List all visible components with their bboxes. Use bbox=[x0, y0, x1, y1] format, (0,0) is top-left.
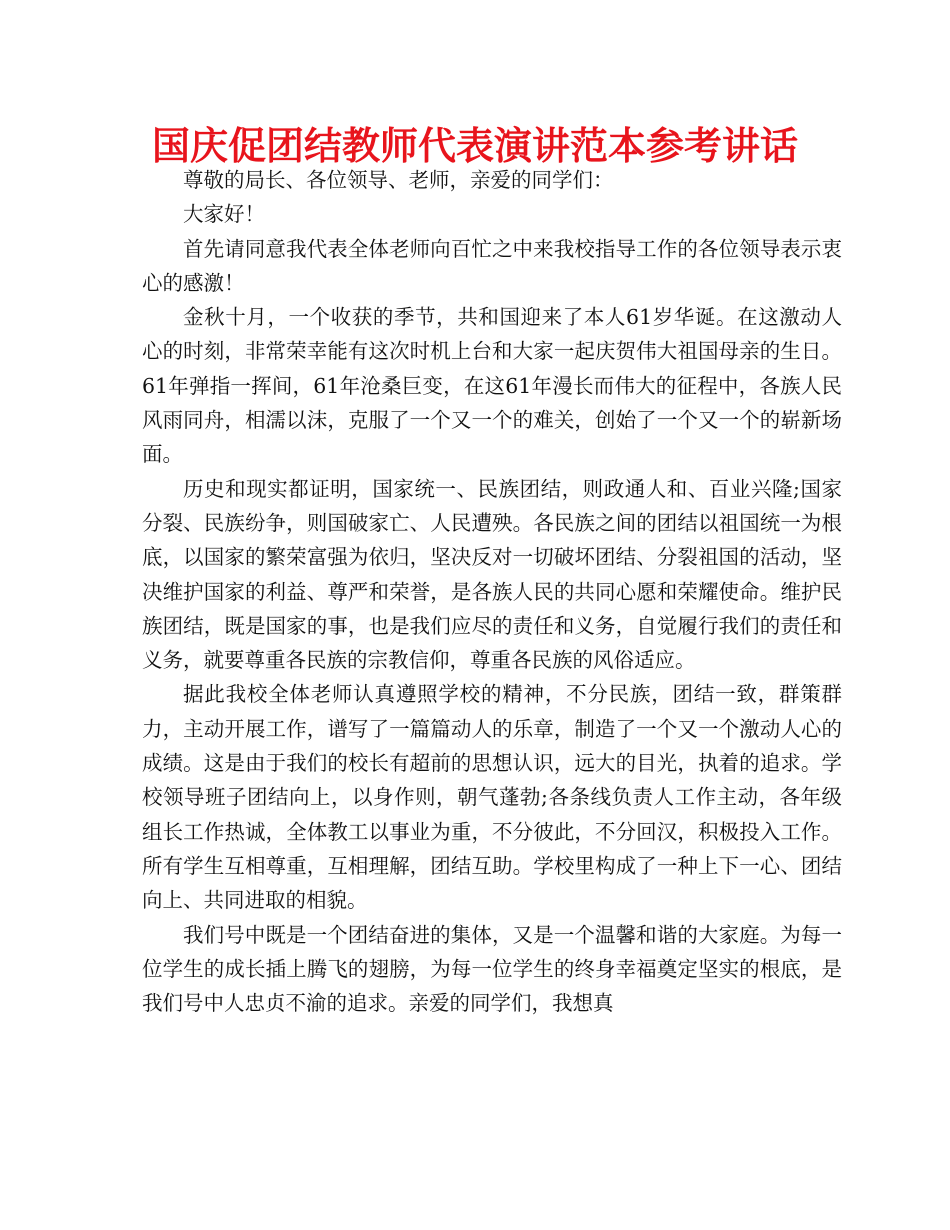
paragraph-school-family: 我们号中既是一个团结奋进的集体，又是一个温馨和谐的大家庭。为每一位学生的成长插上腾飞的翅膀，为每一位学生的终身幸福奠定坚实的根底，是我们号中人忠贞不渝的追求。亲爱的同学们，我想真 bbox=[142, 922, 842, 1016]
paragraph-salutation: 尊敬的局长、各位领导、老师，亲爱的同学们： bbox=[183, 168, 614, 192]
paragraph-history-unity: 历史和现实都证明，国家统一、民族团结，则政通人和、百业兴隆;国家分裂、民族纷争，则国破家亡、人民遭殃。各民族之间的团结以祖国统一为根底，以国家的繁荣富强为依归，坚决反对一切破坏团结、分裂祖国的活动，坚决维护国家的利益、尊严和荣誉，是各族人民的共同心愿和荣耀使命。维护民族团结，既是国家的事，也是我们应尽的责任和义务，自觉履行我们的责任和义务，就要尊重各民族的宗教信仰，尊重各民族的风俗适应。 bbox=[142, 476, 842, 673]
document-body bbox=[142, 163, 842, 1020]
document-title: 国庆促团结教师代表演讲范本参考讲话 bbox=[151, 124, 798, 168]
paragraph-thanks: 首先请同意我代表全体老师向百忙之中来我校指导工作的各位领导表示衷心的感激！ bbox=[142, 236, 842, 295]
paragraph-school-teachers: 据此我校全体老师认真遵照学校的精神，不分民族，团结一致，群策群力，主动开展工作，谱写了一篇篇动人的乐章，制造了一个又一个激动人心的成绩。这是由于我们的校长有超前的思想认识，远大的目光，执着的追求。学校领导班子团结向上，以身作则，朝气蓬勃;各条线负责人工作主动，各年级组长工作热诚，全体教工以事业为重，不分彼此，不分回汉，积极投入工作。所有学生互相尊重，互相理解，团结互助。学校里构成了一种上下一心、团结向上、共同进取的相貌。 bbox=[142, 682, 842, 913]
paragraph-greeting: 大家好！ bbox=[183, 202, 265, 227]
paragraph-national-day: 金秋十月，一个收获的季节，共和国迎来了本人61岁华诞。在这激动人心的时刻，非常荣幸能有这次时机上台和大家一起庆贺伟大祖国母亲的生日。61年弹指一挥间，61年沧桑巨变，在这61年漫长而伟大的征程中，各族人民风雨同舟，相濡以沫，克服了一个又一个的难关，创始了一个又一个的崭新场面。 bbox=[142, 305, 842, 467]
